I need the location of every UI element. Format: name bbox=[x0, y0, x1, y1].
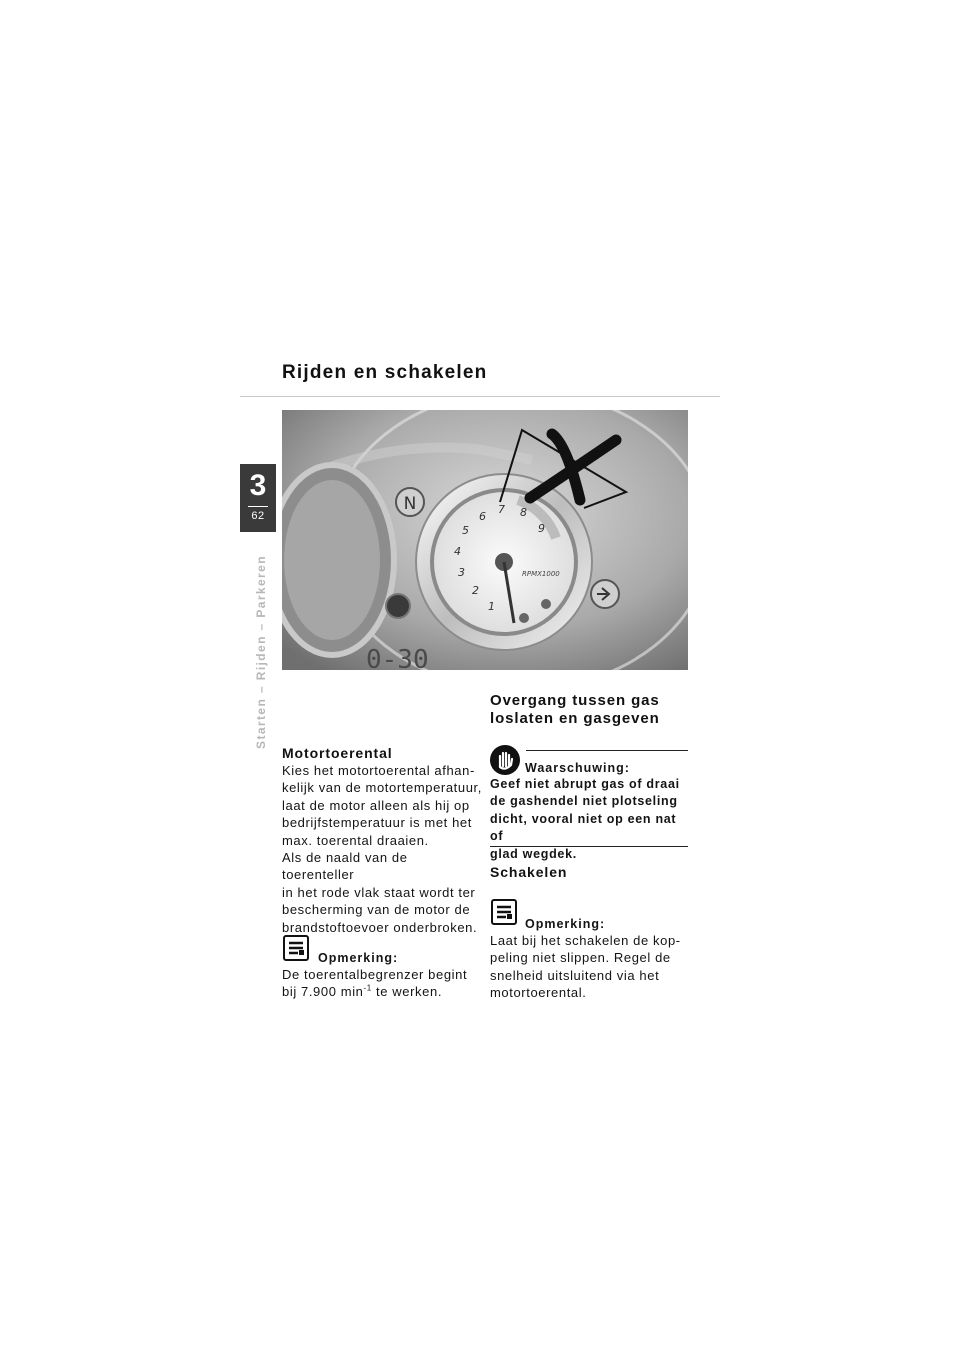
left-note-text bbox=[282, 966, 482, 1001]
dashboard-photo bbox=[282, 410, 688, 670]
svg-text:7: 7 bbox=[498, 503, 505, 516]
svg-text:1: 1 bbox=[488, 600, 495, 613]
motortoerental-heading: Motortoerental bbox=[282, 745, 393, 761]
motortoerental-body: Kies het motortoerental afhan- kelijk van de motortemperatuur, laat de motor alleen als hij op bedrijfstemperatuur is met het max. toerental draaien. Als de naald van de toerenteller in het rode vlak staat wordt ter bescherming van de motor de brandstoftoevoer onderbroken. bbox=[282, 763, 482, 935]
chapter-number: 3 bbox=[249, 469, 267, 502]
note-icon bbox=[283, 935, 309, 961]
warning-top-rule bbox=[526, 750, 688, 751]
left-note-line2-end: te werken. bbox=[371, 984, 443, 1000]
right-note-text bbox=[490, 932, 690, 1002]
right-column bbox=[490, 692, 690, 728]
neutral-indicator-label: N bbox=[403, 494, 417, 514]
left-note-label: Opmerking: bbox=[318, 951, 399, 965]
left-note-unit-exponent: -1 bbox=[363, 984, 372, 994]
odometer-display: 0-30 bbox=[366, 645, 429, 670]
chapter-tab-divider bbox=[248, 506, 268, 507]
left-note-line2-start: bij 7.900 min bbox=[282, 984, 364, 1000]
right-note-label: Opmerking: bbox=[525, 917, 606, 931]
page-number: 62 bbox=[251, 510, 265, 522]
warning-bottom-rule bbox=[490, 846, 688, 847]
gas-transition-heading: Overgang tussen gas loslaten en gasgeven bbox=[490, 692, 660, 727]
page-title: Rijden en schakelen bbox=[282, 362, 488, 383]
side-chapter-label: Starten – Rijden – Parkeren bbox=[254, 555, 268, 749]
note-icon-2 bbox=[491, 899, 517, 925]
svg-text:3: 3 bbox=[458, 566, 465, 579]
warning-hand-icon bbox=[490, 745, 520, 775]
left-note-line1: De toerentalbegrenzer begint bbox=[282, 967, 468, 982]
svg-text:8: 8 bbox=[520, 506, 527, 519]
svg-text:9: 9 bbox=[538, 522, 545, 535]
title-divider bbox=[240, 396, 720, 397]
rpm-scale-label: RPMX1000 bbox=[522, 570, 560, 578]
svg-text:5: 5 bbox=[462, 524, 469, 537]
warning-label: Waarschuwing: bbox=[525, 761, 630, 775]
schakelen-heading: Schakelen bbox=[490, 864, 568, 880]
right-note-body: Laat bij het schakelen de kop- peling niet slippen. Regel de snelheid uitsluitend via het motortoerental. bbox=[490, 933, 681, 1001]
chapter-tab bbox=[240, 464, 276, 532]
left-column bbox=[282, 744, 482, 936]
left-note-line2 bbox=[282, 983, 482, 1000]
warning-body: Geef niet abrupt gas of draai de gashendel niet plotseling dicht, vooral niet op een nat of glad wegdek. bbox=[490, 777, 680, 861]
svg-text:4: 4 bbox=[454, 545, 461, 558]
tachometer-illustration bbox=[282, 410, 688, 670]
svg-text:6: 6 bbox=[479, 510, 486, 523]
svg-text:2: 2 bbox=[472, 584, 479, 597]
warning-text bbox=[490, 776, 690, 863]
